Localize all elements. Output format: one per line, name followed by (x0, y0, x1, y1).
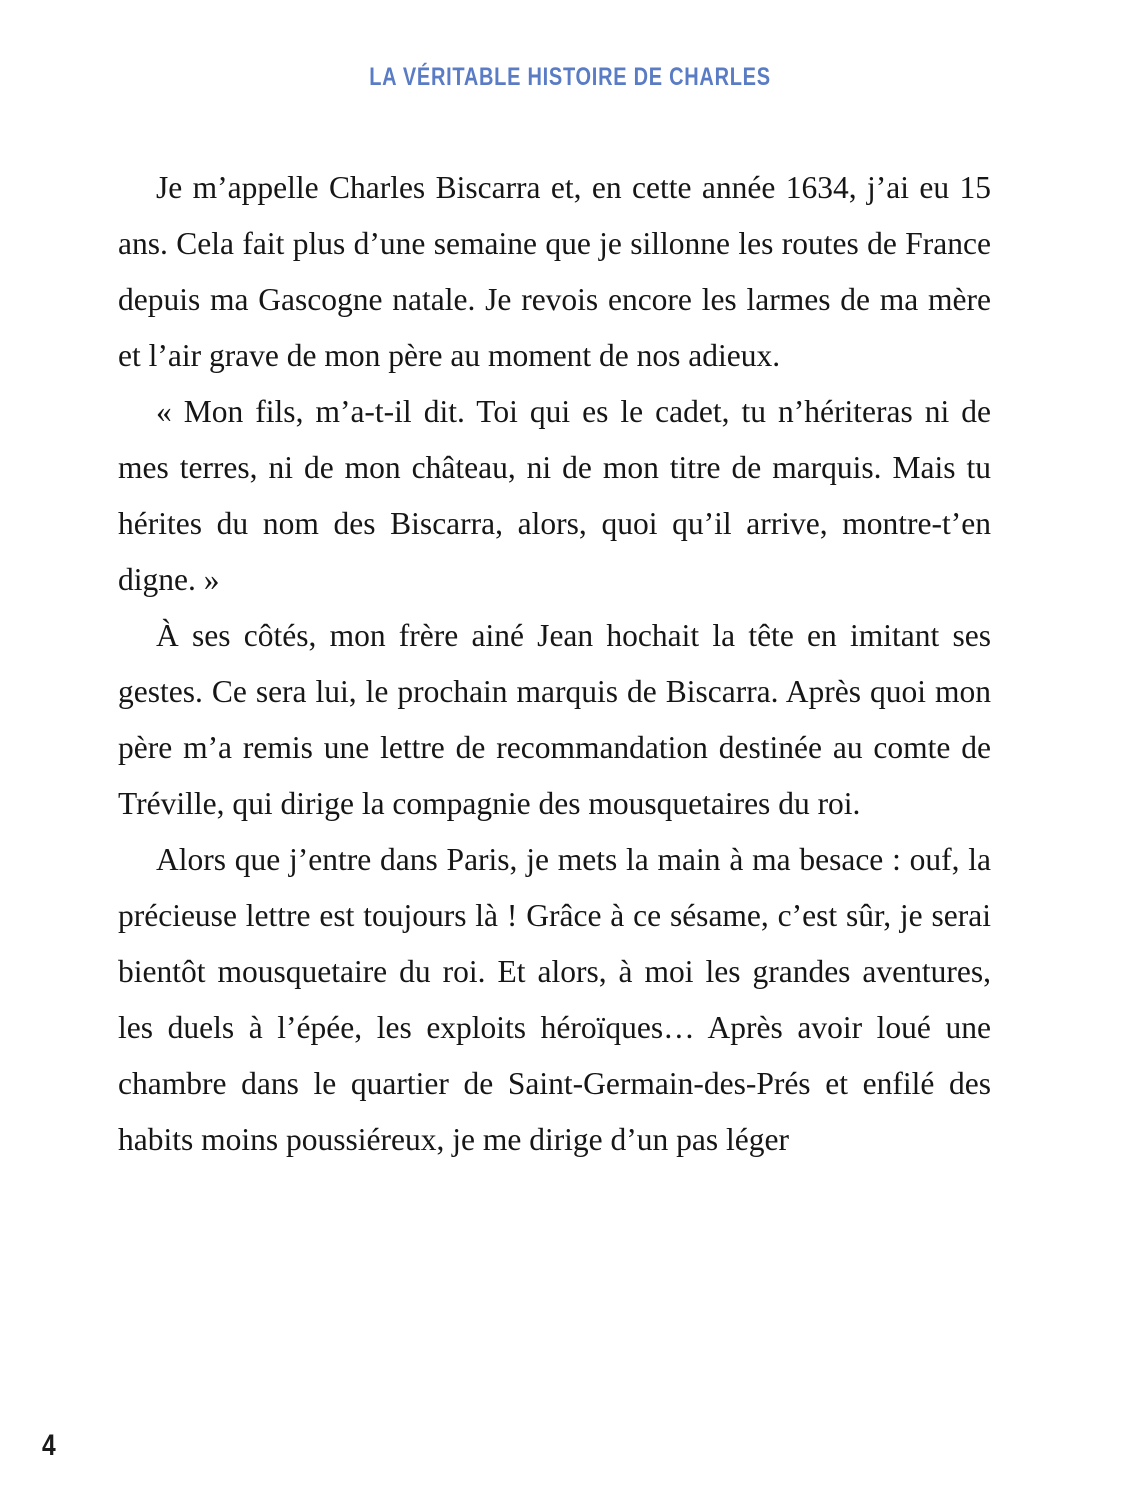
running-head: LA VÉRITABLE HISTOIRE DE CHARLES (369, 63, 771, 91)
body-text-block (118, 160, 991, 1168)
page-number: 4 (42, 1429, 56, 1462)
paragraph-4: Alors que j’entre dans Paris, je mets la main à ma besace : ouf, la précieuse lettre est toujours là ! Grâce à ce sésame, c’est sûr, je serai bientôt mousquetaire du roi. Et alors, à moi les grandes aventures, les duels à l’épée, les exploits héroïques… Après avoir loué une chambre dans le quartier de Saint-Germain-des-Prés et enfilé des habits moins poussiéreux, je me dirige d’un pas léger (118, 842, 991, 1157)
paragraph-1: Je m’appelle Charles Biscarra et, en cette année 1634, j’ai eu 15 ans. Cela fait plus d’une semaine que je sillonne les routes de France depuis ma Gascogne natale. Je revois encore les larmes de ma mère et l’air grave de mon père au moment de nos adieux. (118, 170, 991, 373)
paragraph-2: « Mon fils, m’a-t-il dit. Toi qui es le cadet, tu n’hériteras ni de mes terres, ni de mon château, ni de mon titre de marquis. Mais tu hérites du nom des Biscarra, alors, quoi qu’il arrive, montre-t’en digne. » (118, 394, 991, 597)
paragraph-3: À ses côtés, mon frère ainé Jean hochait la tête en imitant ses gestes. Ce sera lui, le prochain marquis de Biscarra. Après quoi mon père m’a remis une lettre de recommandation destinée au comte de Tréville, qui dirige la compagnie des mousquetaires du roi. (118, 618, 991, 821)
